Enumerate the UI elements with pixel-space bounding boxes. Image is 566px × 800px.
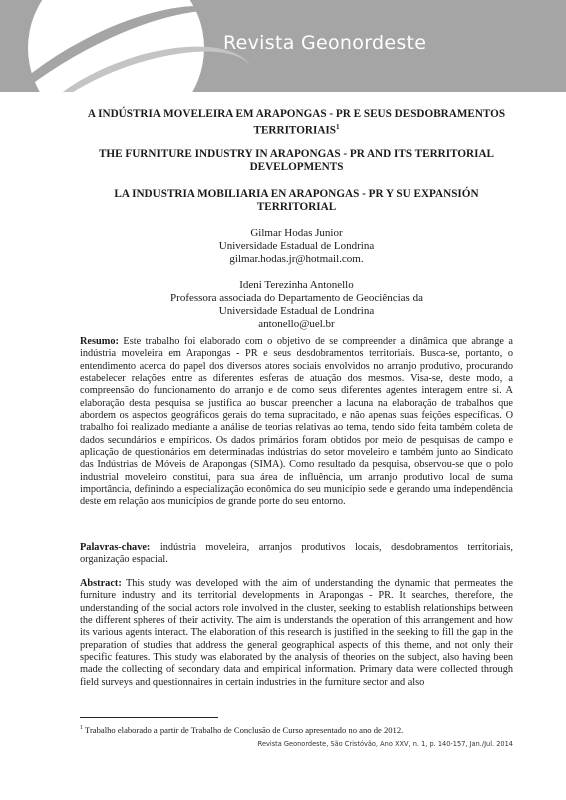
- abstract-label: Abstract:: [80, 578, 122, 589]
- author-email: antonello@uel.br: [258, 318, 335, 330]
- resumo-label: Resumo:: [80, 336, 119, 347]
- journal-banner: [0, 0, 566, 92]
- running-footer: Revista Geonordeste, São Cristóvão, Ano XXV, n. 1, p. 140-157, Jan./Jul. 2014: [257, 740, 513, 748]
- footnote: [80, 723, 513, 736]
- title-pt-text: A INDÚSTRIA MOVELEIRA EM ARAPONGAS - PR E SEUS DESDOBRAMENTOS TERRITORIAIS: [87, 108, 506, 137]
- title-english: THE FURNITURE INDUSTRY IN ARAPONGAS - PR AND ITS TERRITORIAL DEVELOPMENTS: [98, 148, 495, 173]
- author-name: Ideni Terezinha Antonello: [239, 279, 354, 291]
- footnote-divider: [80, 717, 218, 718]
- author-name: Gilmar Hodas Junior: [250, 227, 343, 239]
- author-affiliation: Universidade Estadual de Londrina: [218, 305, 375, 317]
- author-role: Professora associada do Departamento de Geociências da: [170, 292, 423, 304]
- footnote-text: Trabalho elaborado a partir de Trabalho de Conclusão de Curso apresentado no ano de 2012.: [85, 724, 404, 735]
- author-affiliation: Universidade Estadual de Londrina: [218, 240, 375, 252]
- author-block-1: [80, 227, 513, 266]
- footnote-mark: 1: [80, 725, 83, 731]
- title-spanish: LA INDUSTRIA MOBILIARIA EN ARAPONGAS - PR Y SU EXPANSIÓN TERRITORIAL: [114, 188, 479, 213]
- resumo-paragraph: [80, 336, 513, 509]
- journal-name: Revista Geonordeste: [223, 32, 427, 54]
- title-portuguese: [80, 108, 513, 138]
- abstract-text: This study was developed with the aim of understanding the dynamic that permeates the furniture industry and its territorial developments in Arapongas - PR. It searches, therefore, the understanding of the social actors role involved in the cluster, seeking to establish relationships between the different spheres of their activity. The aim is understands the operation of this arrangement and how its various agents interact. The elaboration of this research is justified in the seeking to fill the gap in the preparation of studies that address the general geographical aspects of this theme, and not only their specific features. This study was elaborated by the analysis of theories on the subject, also having been made the collecting of secondary data and empirical information. Primary data were collected through field surveys and questionnaires in certain industries in the furniture sector and also: [80, 578, 513, 688]
- keywords-label: Palavras-chave:: [80, 542, 151, 553]
- title-footnote-mark: 1: [336, 123, 340, 131]
- keywords-text: indústria moveleira, arranjos produtivos locais, desdobramentos territoriais, organização espacial.: [80, 542, 513, 566]
- abstract-paragraph: [80, 578, 513, 689]
- author-email: gilmar.hodas.jr@hotmail.com.: [229, 253, 364, 265]
- author-block-2: [80, 279, 513, 331]
- resumo-text: Este trabalho foi elaborado com o objetivo de se compreender a dinâmica que abrange a indústria moveleira em Arapongas - PR e seus desdobramentos territoriais. Busca-se, portanto, o entendimento acerca do papel dos diversos atores sociais envolvidos no arranjo produtivo, procurando estabelecer relações entre as diferentes esferas de atuação dos mesmos. Visa-se, deste modo, a compreensão do funcionamento do arranjo e de como seus diferentes agentes interagem entre si. A elaboração desta pesquisa se justifica ao buscar preencher a lacuna na elaboração de trabalhos que abordem os aspectos geográficos gerais do tema supracitado, e não apenas suas feições específicas. O trabalho foi realizado mediante a análise de teorias relativas ao tema, tendo sido feita também coleta de dados secundários e empíricos. Os dados primários foram obtidos por meio de pesquisas de campo e aplicação de questionários em determinadas indústrias do setor moveleiro e também junto ao Sindicato das Indústrias de Móveis de Arapongas (SIMA). Como resultado da pesquisa, observou-se que o polo industrial moveleiro constitui, para sua área de influência, um arranjo produtivo local de suma importância, definindo a especialização econômica do seu município sede e gerando uma independência deste em relação aos municípios de grande porte do seu entorno.: [80, 336, 514, 508]
- keywords-paragraph: [80, 542, 513, 567]
